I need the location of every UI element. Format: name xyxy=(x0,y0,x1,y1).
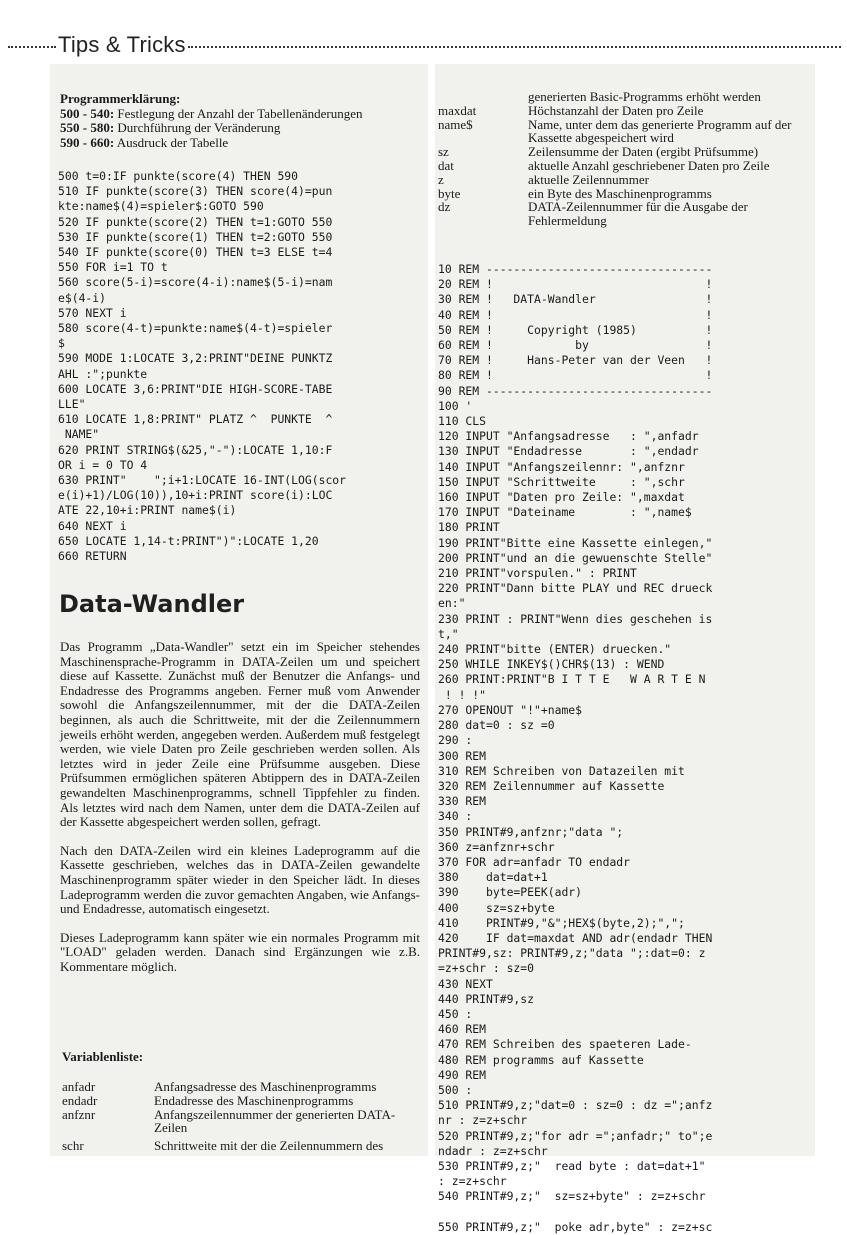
variable-name: dz xyxy=(438,199,451,215)
program-explanation xyxy=(60,92,420,150)
variable-desc: Zeilensumme der Daten (ergibt Prüfsumme) xyxy=(528,144,759,160)
variable-row xyxy=(62,1094,428,1108)
variable-row xyxy=(438,159,810,173)
variable-row xyxy=(62,1108,428,1136)
code-line: 120 INPUT "Anfangsadresse : ",anfadr xyxy=(438,429,699,444)
code-line: 530 PRINT#9,z;" read byte : dat=dat+1" xyxy=(438,1158,706,1173)
variable-name: anfadr xyxy=(62,1079,96,1094)
code-line: t," xyxy=(438,626,459,641)
right-column xyxy=(435,64,815,1234)
code-line: 500 : xyxy=(438,1082,473,1097)
code-line: 610 LOCATE 1,8:PRINT" PLATZ ^ PUNKTE ^ xyxy=(58,412,333,427)
code-line: $ xyxy=(58,336,65,351)
code-line: 390 byte=PEEK(adr) xyxy=(438,885,583,900)
code-line: 180 PRINT xyxy=(438,520,500,535)
code-line: 330 REM xyxy=(438,794,487,809)
code-line: 540 PRINT#9,z;" sz=sz+byte" : z=z+schr xyxy=(438,1189,706,1204)
code-line: 480 REM programms auf Kassette xyxy=(438,1052,644,1067)
variable-name: name$ xyxy=(438,116,473,132)
code-line: 80 REM ! ! xyxy=(438,368,713,383)
variable-desc: aktuelle Zeilennummer xyxy=(528,171,649,187)
code-line: 310 REM Schreiben von Datazeilen mit xyxy=(438,763,685,778)
variable-name xyxy=(438,90,528,104)
description xyxy=(60,640,420,988)
code-line: 320 REM Zeilennummer auf Kassette xyxy=(438,778,665,793)
code-line: 510 PRINT#9,z;"dat=0 : sz=0 : dz =";anfz xyxy=(438,1098,713,1113)
code-line: 520 PRINT#9,z;"for adr =";anfadr;" to";e xyxy=(438,1128,713,1143)
code-line: 580 score(4-t)=punkte:name$(4-t)=spieler xyxy=(58,321,333,336)
variable-name: endadr xyxy=(62,1092,98,1108)
code-line: 510 IF punkte(score(3) THEN score(4)=pun xyxy=(58,184,333,199)
code-line: 620 PRINT STRING$(&25,"-"):LOCATE 1,10:F xyxy=(58,442,333,457)
code-line: 550 FOR i=1 TO t xyxy=(58,260,168,275)
code-line: 660 RETURN xyxy=(58,549,127,564)
code-line: 260 PRINT:PRINT"B I T T E W A R T E N xyxy=(438,672,706,687)
variable-name: maxdat xyxy=(438,102,477,118)
code-line: NAME" xyxy=(58,427,100,442)
explanation-text: Ausdruck der Tabelle xyxy=(116,134,229,150)
code-line: 300 REM xyxy=(438,748,487,763)
code-line: PRINT#9,sz: PRINT#9,z;"data ";:dat=0: z xyxy=(438,946,706,961)
code-line: 30 REM ! DATA-Wandler ! xyxy=(438,292,713,307)
code-line: 90 REM --------------------------------- xyxy=(438,383,713,398)
code-line: 10 REM --------------------------------- xyxy=(438,262,713,276)
code-line: 140 INPUT "Anfangszeilennr: ",anfznr xyxy=(438,459,685,474)
code-line: AHL :";punkte xyxy=(58,366,148,381)
page-header xyxy=(0,30,847,62)
code-line: 210 PRINT"vorspulen." : PRINT xyxy=(438,566,637,581)
code-line: 440 PRINT#9,sz xyxy=(438,991,535,1006)
code-line: 20 REM ! ! xyxy=(438,277,713,292)
code-line: 350 PRINT#9,anfznr;"data "; xyxy=(438,824,624,839)
explanation-text: Festlegung der Anzahl der Tabellenänderungen xyxy=(117,105,363,121)
code-line: 640 NEXT i xyxy=(58,518,127,533)
code-line: 170 INPUT "Dateiname : ",name$ xyxy=(438,505,692,520)
left-column xyxy=(50,64,428,1156)
variable-desc: DATA-Zeilennummer für die Ausgabe der Fehlermeldung xyxy=(528,199,748,229)
code-line: 430 NEXT xyxy=(438,976,493,991)
variable-desc: Höchstanzahl der Daten pro Zeile xyxy=(528,102,704,118)
code-line: 420 IF dat=maxdat AND adr(endadr THEN xyxy=(438,930,713,945)
variable-list-heading: Variablenliste: xyxy=(62,1049,144,1064)
code-line: 530 IF punkte(score(1) THEN t=2:GOTO 550 xyxy=(58,229,333,244)
code-line: e(i)+1)/LOG(10)),10+i:PRINT score(i):LOC xyxy=(58,488,333,503)
variable-row xyxy=(438,90,810,104)
variable-row xyxy=(438,118,810,146)
data-wandler-heading: Data-Wandler xyxy=(59,590,245,618)
variable-row xyxy=(438,104,810,118)
section-title: Tips & Tricks xyxy=(58,32,186,57)
variable-desc: generierten Basic-Programms erhöht werden xyxy=(528,89,761,104)
code-line: 520 IF punkte(score(2) THEN t=1:GOTO 550 xyxy=(58,214,333,229)
code-line: 550 PRINT#9,z;" poke adr,byte" : z=z+sc xyxy=(438,1219,713,1234)
variable-row xyxy=(438,200,810,228)
code-listing-top xyxy=(58,169,426,564)
code-line: 130 INPUT "Endadresse : ",endadr xyxy=(438,444,699,459)
variable-desc: ein Byte des Maschinenprogramms xyxy=(528,185,712,201)
code-line: 60 REM ! by ! xyxy=(438,338,713,353)
code-line: 650 LOCATE 1,14-t:PRINT")":LOCATE 1,20 xyxy=(58,533,319,548)
code-line: 340 : xyxy=(438,809,473,824)
code-line: 230 PRINT : PRINT"Wenn dies geschehen is xyxy=(438,611,713,626)
explanation-range: 590 - 660: xyxy=(60,134,115,150)
code-line: =z+schr : sz=0 xyxy=(438,961,535,976)
code-line: LLE" xyxy=(58,397,86,412)
description-paragraph: Das Programm „Data-Wandler" setzt ein im Speicher stehendes Maschinensprache-Programm in DATA-Zeilen um und speichert diese auf Kassette. Zunächst muß der Benutzer die Anfangs- und Endadresse des Programms angeben. Ferner muß vom Anwender sowohl die Anfangszeilennummer, mit der die DATA-Zeilen beginnen, als auch die Schrittweite, mit der die Zeilennummern jeweils erhöht werden, angegeben werden. Außerdem muß festgelegt werden, wie viele Daten pro Zeile geschrieben werden sollen. Als letztes wird in jeder Zeile eine Prüfsumme ausgeben. Diese Prüfsummen ermöglichen späteren Abtippern des in DATA-Zeilen gewandelten Maschinenprogramms, schnell Tippfehler zu finden. Als letztes wird nach dem Namen, unter dem die DATA-Zeilen auf der Kassette abgespeichert werden sollen, gefragt. xyxy=(60,639,420,830)
code-line: en:" xyxy=(438,596,466,611)
code-line: 490 REM xyxy=(438,1067,487,1082)
program-explanation-heading: Programmerklärung: xyxy=(60,91,181,106)
code-line: 50 REM ! Copyright (1985) ! xyxy=(438,322,713,337)
variable-name: anfznr xyxy=(62,1106,96,1122)
code-line: 40 REM ! ! xyxy=(438,307,713,322)
header-dots-left xyxy=(8,46,56,48)
variable-list-left xyxy=(62,1080,428,1153)
code-line: 380 dat=dat+1 xyxy=(438,870,548,885)
code-line: 400 sz=sz+byte xyxy=(438,900,555,915)
code-line: 540 IF punkte(score(0) THEN t=3 ELSE t=4 xyxy=(58,245,333,260)
explanation-range: 500 - 540: xyxy=(60,105,115,121)
explanation-row xyxy=(60,121,420,136)
code-line: ndadr : z=z+schr xyxy=(438,1143,548,1158)
code-line: 270 OPENOUT "!"+name$ xyxy=(438,702,583,717)
code-line: 570 NEXT i xyxy=(58,305,127,320)
variable-desc: Anfangsadresse des Maschinenprogramms xyxy=(154,1079,377,1094)
code-line: 410 PRINT#9,"&";HEX$(byte,2);","; xyxy=(438,915,685,930)
code-line: 70 REM ! Hans-Peter van der Veen ! xyxy=(438,353,713,368)
variable-name: schr xyxy=(62,1138,84,1154)
explanation-row xyxy=(60,107,420,122)
code-line: 630 PRINT" ";i+1:LOCATE 16-INT(LOG(scor xyxy=(58,473,347,488)
variable-row xyxy=(62,1139,428,1153)
variable-desc: Anfangszeilennummer der generierten DATA-Zeilen xyxy=(154,1106,396,1136)
explanation-range: 550 - 580: xyxy=(60,120,115,135)
code-line: 460 REM xyxy=(438,1022,487,1037)
code-line: e$(4-i) xyxy=(58,290,107,305)
code-line: 470 REM Schreiben des spaeteren Lade- xyxy=(438,1037,692,1052)
code-line: 250 WHILE INKEY$()CHR$(13) : WEND xyxy=(438,657,665,672)
code-listing-right xyxy=(438,262,814,1235)
code-line: 600 LOCATE 3,6:PRINT"DIE HIGH-SCORE-TABE xyxy=(58,381,333,396)
code-line: 150 INPUT "Schrittweite : ",schr xyxy=(438,474,685,489)
code-line: 160 INPUT "Daten pro Zeile: ",maxdat xyxy=(438,490,685,505)
code-line: 500 t=0:IF punkte(score(4) THEN 590 xyxy=(58,169,299,183)
variable-name: z xyxy=(438,171,444,187)
code-line: 450 : xyxy=(438,1006,473,1021)
variable-desc: Name, unter dem das generierte Programm auf der Kassette abgespeichert wird xyxy=(528,116,792,146)
variable-name: byte xyxy=(438,185,461,201)
variable-row xyxy=(62,1080,428,1094)
code-line: 590 MODE 1:LOCATE 3,2:PRINT"DEINE PUNKTZ xyxy=(58,351,333,366)
code-line: 190 PRINT"Bitte eine Kassette einlegen," xyxy=(438,535,713,550)
variable-name: sz xyxy=(438,144,449,160)
code-line: : z=z+schr xyxy=(438,1174,507,1189)
code-line: kte:name$(4)=spieler$:GOTO 590 xyxy=(58,199,264,214)
variable-desc: Endadresse des Maschinenprogramms xyxy=(154,1092,354,1108)
code-line: 290 : xyxy=(438,733,473,748)
code-line: 110 CLS xyxy=(438,414,487,429)
header-dots-right xyxy=(188,46,841,48)
variable-row xyxy=(438,173,810,187)
explanation-row xyxy=(60,136,420,151)
code-line: 100 ' xyxy=(438,398,473,413)
description-paragraph: Dieses Ladeprogramm kann später wie ein normales Programm mit "LOAD" geladen werden. Danach sind Ergänzungen wie z.B. Kommentare möglich. xyxy=(60,929,420,974)
code-line: OR i = 0 TO 4 xyxy=(58,457,148,472)
code-line: 370 FOR adr=anfadr TO endadr xyxy=(438,854,631,869)
description-paragraph: Nach den DATA-Zeilen wird ein kleines Ladeprogramm auf die Kassette geschrieben, welches das in DATA-Zeilen gewandelte Maschinenprogramm später wieder in den Speicher lädt. In dieses Ladeprogramm werden die zuvor gemachten Angaben, wie Anfangs- und Endadresse, automatisch eingesetzt. xyxy=(60,842,420,917)
code-line: 200 PRINT"und an die gewuenschte Stelle" xyxy=(438,550,713,565)
variable-row xyxy=(438,145,810,159)
code-line: ATE 22,10+i:PRINT name$(i) xyxy=(58,503,237,518)
variable-list-right xyxy=(438,90,810,228)
code-line xyxy=(438,1205,814,1220)
variable-desc: aktuelle Anzahl geschriebener Daten pro Zeile xyxy=(528,157,770,173)
code-line: ! ! !" xyxy=(438,687,487,702)
code-line: nr : z=z+schr xyxy=(438,1113,528,1128)
code-line: 240 PRINT"bitte (ENTER) druecken." xyxy=(438,642,672,657)
code-line: 360 z=anfznr+schr xyxy=(438,839,555,854)
variable-desc: Schrittweite mit der die Zeilennummern des xyxy=(154,1138,384,1154)
code-line: 560 score(5-i)=score(4-i):name$(5-i)=nam xyxy=(58,275,333,290)
code-line: 220 PRINT"Dann bitte PLAY und REC drueck xyxy=(438,581,713,596)
variable-name: dat xyxy=(438,157,454,173)
explanation-text: Durchführung der Veränderung xyxy=(117,120,281,135)
variable-row xyxy=(438,187,810,201)
code-line: 280 dat=0 : sz =0 xyxy=(438,718,555,733)
